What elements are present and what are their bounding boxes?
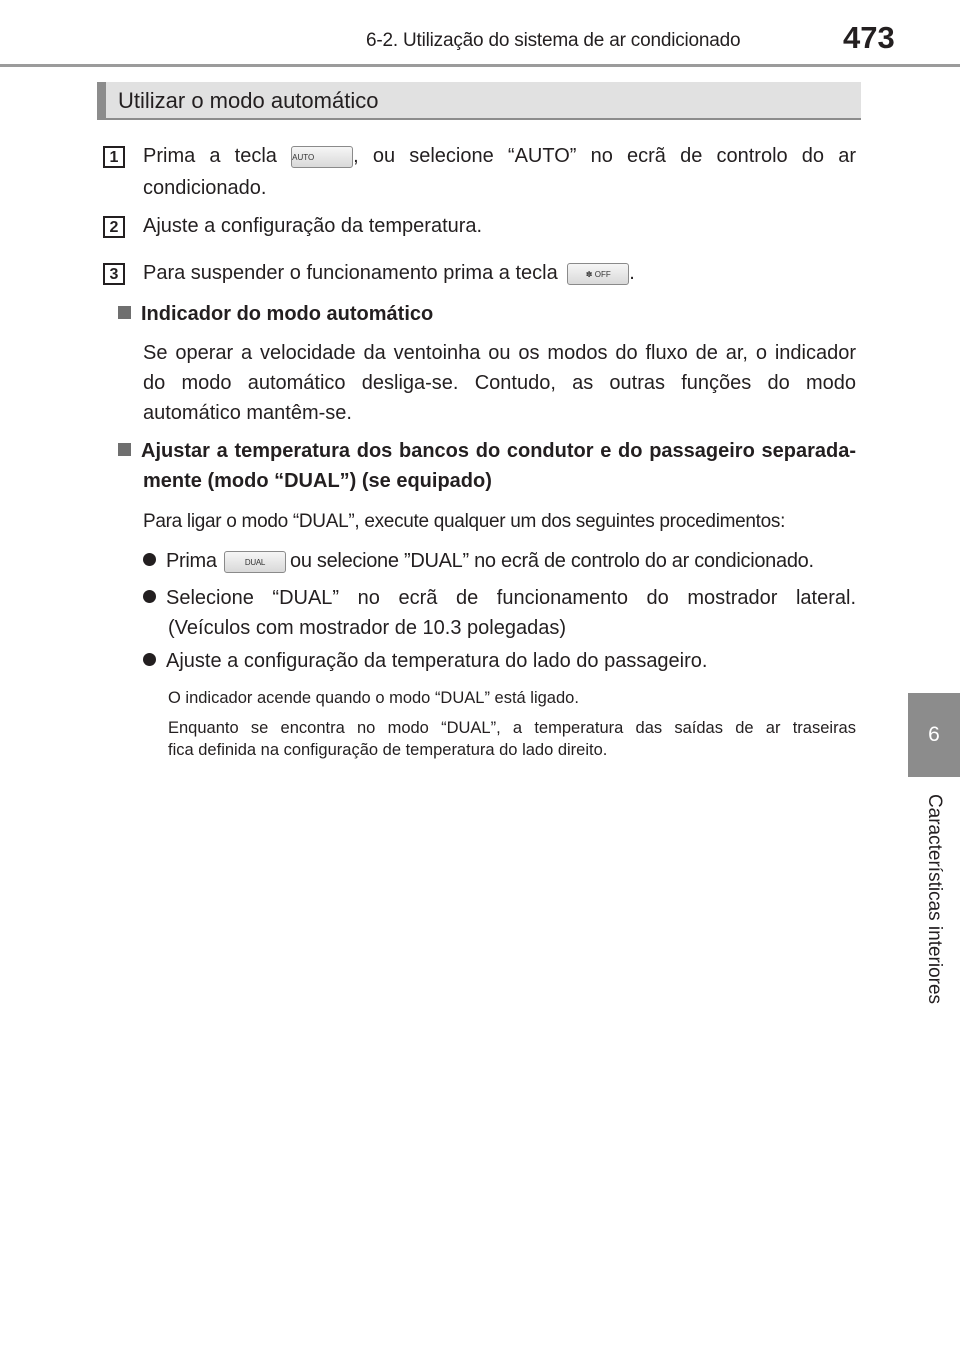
dual-heading-line2: mente (modo “DUAL”) (se equipado)	[143, 470, 492, 492]
header-rule	[0, 64, 960, 67]
step-3-text-after: .	[629, 262, 635, 284]
fan-off-button[interactable]	[567, 263, 629, 285]
dual-bullet-3	[143, 646, 707, 677]
chapter-tab	[908, 693, 960, 777]
dual-heading-line1	[118, 436, 856, 467]
dual-bullet-1-text-after: ou selecione ”DUAL” no ecrã de controlo do ar condicionado.	[290, 550, 814, 572]
step-2-text: Ajuste a configuração da temperatura.	[143, 215, 483, 237]
step-1-text-before: Prima a tecla	[143, 145, 277, 167]
section-heading-text: Utilizar o modo automático	[118, 88, 379, 113]
dual-note-2-line1: Enquanto se encontra no modo “DUAL”, a temperatura das saídas de ar traseiras	[168, 719, 856, 737]
bullet-dot-icon	[143, 590, 156, 603]
square-bullet-icon	[118, 306, 131, 319]
dual-button[interactable]: DUAL	[224, 551, 286, 573]
dual-bullet-2-line1	[143, 583, 856, 614]
step-1-badge: 1	[103, 146, 125, 168]
chapter-tab-number: 6	[928, 723, 940, 746]
dual-bullet-1-text-before: Prima	[166, 550, 217, 572]
indicator-heading-text: Indicador do modo automático	[141, 303, 434, 325]
step-3-text-before: Para suspender o funcionamento prima a tecla	[143, 262, 558, 284]
fan-icon: ✽	[585, 269, 595, 279]
dual-heading-line1-text: Ajustar a temperatura dos bancos do condutor e do passageiro separada-	[141, 440, 856, 462]
step-1-line2: condicionado.	[143, 177, 267, 199]
bullet-dot-icon	[143, 553, 156, 566]
dual-bullet-2-line2: (Veículos com mostrador de 10.3 polegadas)	[168, 617, 566, 639]
indicator-heading	[118, 299, 433, 330]
indicator-line2: do modo automático desliga-se. Contudo, as outras funções do modo	[143, 372, 856, 394]
dual-note-2-line2: fica definida na configuração de temperatura do lado direito.	[168, 741, 608, 759]
step-3-text	[143, 258, 635, 289]
fan-off-button-label: OFF	[594, 269, 611, 279]
dual-bullet-2-line1-text: Selecione “DUAL” no ecrã de funcionamento do mostrador lateral.	[166, 587, 856, 609]
auto-button[interactable]: AUTO	[291, 146, 353, 168]
indicator-line3: automático mantêm-se.	[143, 402, 352, 424]
dual-intro: Para ligar o modo “DUAL”, execute qualquer um dos seguintes procedimentos:	[143, 511, 786, 532]
step-1-text-after: , ou selecione “AUTO” no ecrã de controlo do ar	[353, 145, 856, 167]
square-bullet-icon	[118, 443, 131, 456]
page-number: 473	[843, 20, 895, 55]
step-3-badge: 3	[103, 263, 125, 285]
step-2-badge: 2	[103, 216, 125, 238]
dual-bullet-3-text: Ajuste a configuração da temperatura do lado do passageiro.	[166, 650, 708, 672]
dual-bullet-1	[143, 546, 814, 577]
chapter-title: 6-2. Utilização do sistema de ar condicionado	[366, 30, 741, 51]
step-1-line1	[143, 141, 856, 172]
indicator-line1: Se operar a velocidade da ventoinha ou os modos do fluxo de ar, o indicador	[143, 342, 856, 364]
bullet-dot-icon	[143, 653, 156, 666]
dual-note-1: O indicador acende quando o modo “DUAL” está ligado.	[168, 689, 579, 707]
section-heading	[97, 82, 861, 120]
chapter-side-label-text: Características interiores	[924, 793, 945, 1005]
